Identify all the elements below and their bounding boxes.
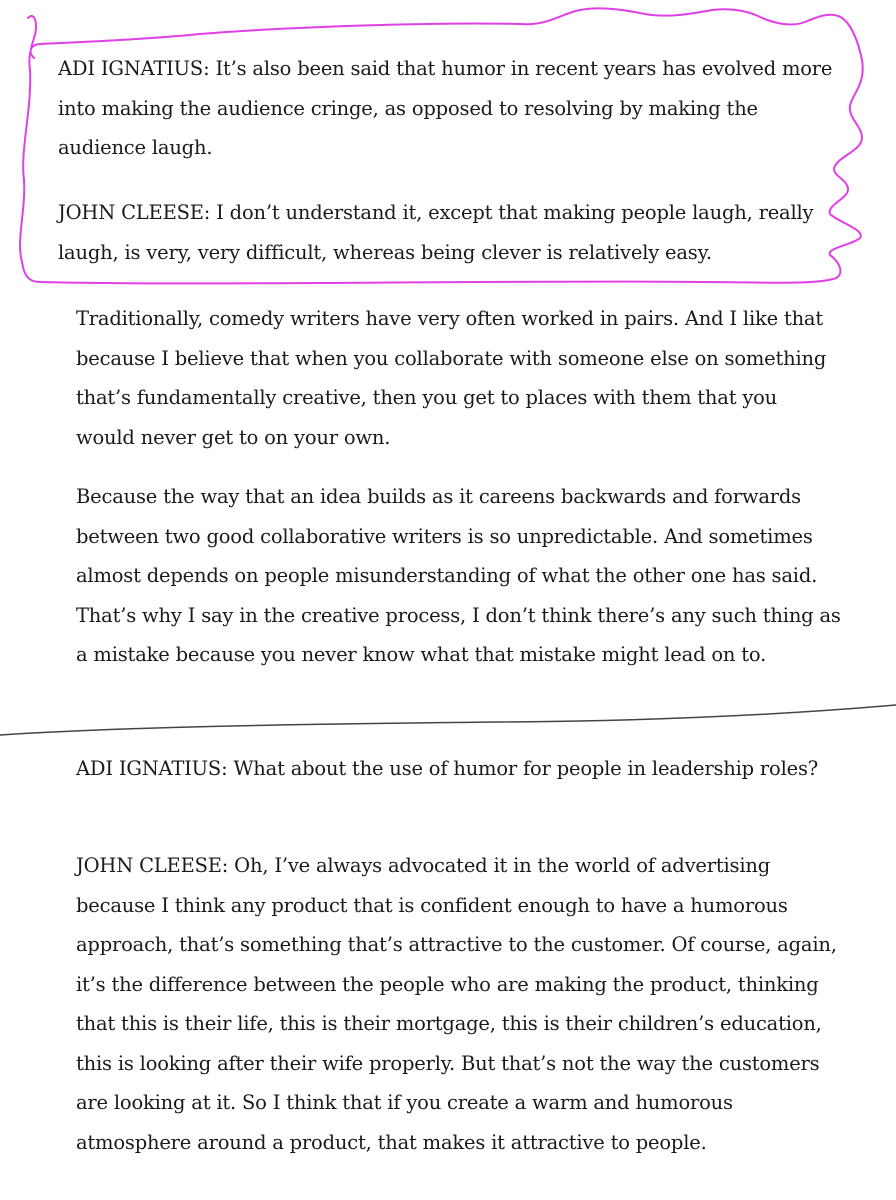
transcript-paragraph-5: ADI IGNATIUS: What about the use of humor for people in leadership roles? — [76, 757, 819, 780]
transcript-paragraph-3: Traditionally, comedy writers have very often worked in pairs. And I like that because I believe that when you collaborate with someone else on something that’s fundamentally creative, then you get to places with them that you would never get to on your own. — [76, 307, 827, 449]
transcript-paragraph-2: JOHN CLEESE: I don’t understand it, except that making people laugh, really laugh, is very, very difficult, whereas being clever is relatively easy. — [58, 201, 814, 264]
transcript-paragraph-6: JOHN CLEESE: Oh, I’ve always advocated it in the world of advertising because I think any product that is confident enough to have a humorous approach, that’s something that’s attractive to the customer. Of course, again, it’s the difference between the people who are making the product, thinking that this is their life, this is their mortgage, this is their children’s education, this is looking after their wife properly. But that’s not the way the customers are looking at it. So I think that if you create a warm and humorous atmosphere around a product, that makes it attractive to people. — [76, 854, 837, 1154]
section-divider-line — [0, 705, 896, 735]
transcript-paragraph-4: Because the way that an idea builds as it careens backwards and forwards between two good collaborative writers is so unpredictable. And sometimes almost depends on people misunderstanding of what the other one has said. That’s why I say in the creative process, I don’t think there’s any such thing as a mistake because you never know what that mistake might lead on to. — [76, 485, 841, 666]
transcript-paragraph-1: ADI IGNATIUS: It’s also been said that humor in recent years has evolved more into making the audience cringe, as opposed to resolving by making the audience laugh. — [58, 57, 833, 159]
